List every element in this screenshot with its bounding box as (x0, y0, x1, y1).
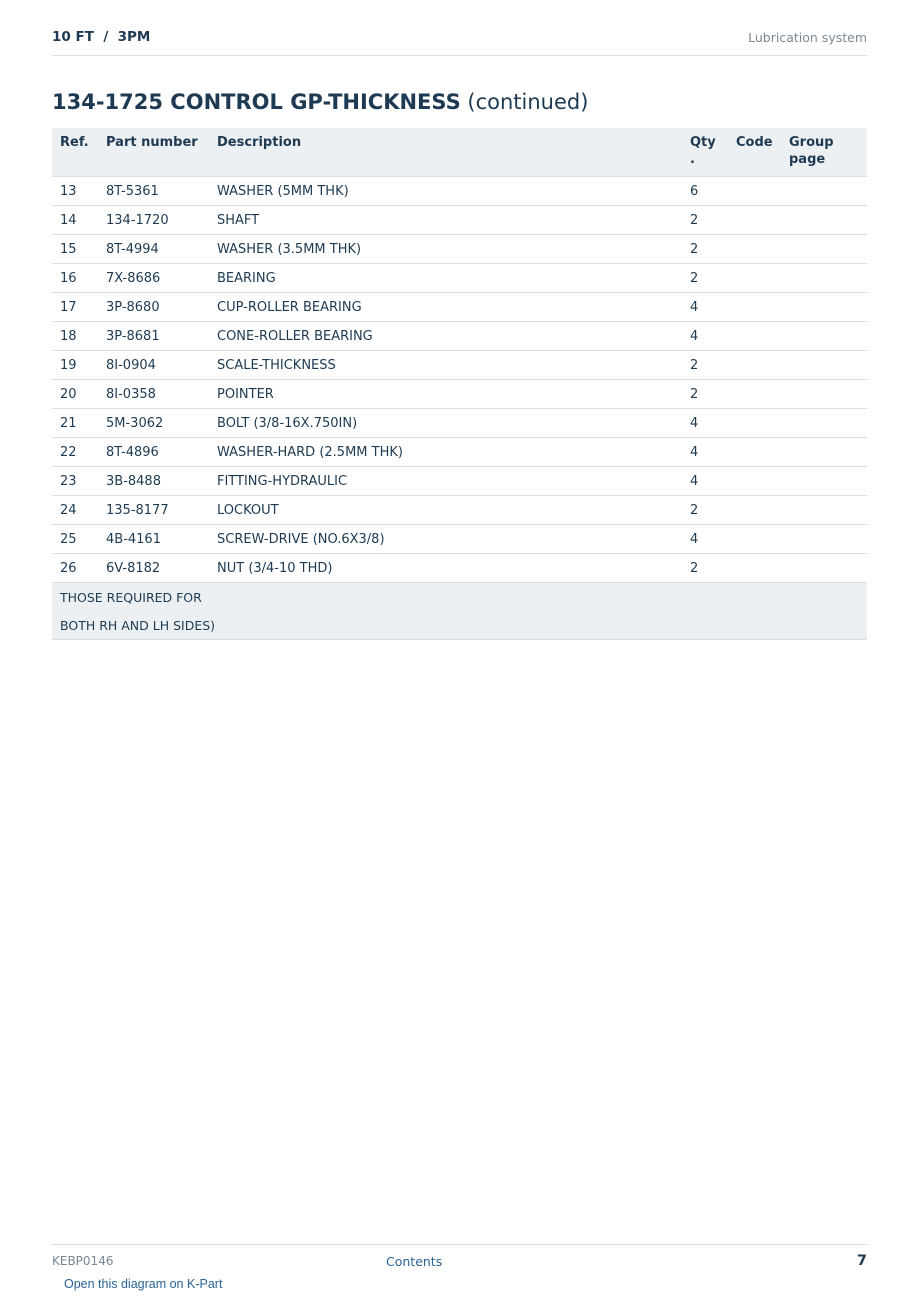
contents-link[interactable]: Contents (386, 1254, 443, 1269)
cell-description: SCALE-THICKNESS (209, 351, 682, 380)
page-footer (52, 1244, 867, 1295)
column-header-group-page-label: Group page (789, 135, 834, 167)
column-header-code: Code (728, 128, 781, 177)
cell-part-number: 6V-8182 (98, 554, 209, 583)
cell-description: WASHER-HARD (2.5MM THK) (209, 438, 682, 467)
cell-code (728, 322, 781, 351)
column-header-qty (682, 128, 728, 177)
cell-qty: 4 (682, 525, 728, 554)
table-row (52, 467, 867, 496)
cell-qty: 4 (682, 322, 728, 351)
table-note-row (52, 583, 867, 612)
cell-ref: 17 (52, 293, 98, 322)
table-row (52, 438, 867, 467)
cell-description: FITTING-HYDRAULIC (209, 467, 682, 496)
page-title-main: 134-1725 CONTROL GP-THICKNESS (52, 90, 461, 114)
open-k-part-link[interactable]: Open this diagram on K-Part (64, 1277, 223, 1291)
column-header-ref: Ref. (52, 128, 98, 177)
cell-qty: 2 (682, 351, 728, 380)
table-row (52, 351, 867, 380)
cell-code (728, 177, 781, 206)
table-row (52, 409, 867, 438)
cell-group-page (781, 293, 867, 322)
section-name: Lubrication system (748, 30, 867, 45)
cell-part-number: 8T-5361 (98, 177, 209, 206)
cell-group-page (781, 177, 867, 206)
column-header-part-number: Part number (98, 128, 209, 177)
cell-qty: 2 (682, 235, 728, 264)
table-row (52, 554, 867, 583)
cell-description: POINTER (209, 380, 682, 409)
cell-qty: 2 (682, 554, 728, 583)
page-title (52, 90, 588, 114)
cell-code (728, 351, 781, 380)
cell-description: BEARING (209, 264, 682, 293)
cell-part-number: 8I-0904 (98, 351, 209, 380)
cell-part-number: 135-8177 (98, 496, 209, 525)
cell-code (728, 235, 781, 264)
cell-description: WASHER (3.5MM THK) (209, 235, 682, 264)
page-header (52, 28, 867, 56)
page-title-suffix: (continued) (460, 90, 589, 114)
table-row (52, 293, 867, 322)
cell-description: BOLT (3/8-16X.750IN) (209, 409, 682, 438)
cell-part-number: 3B-8488 (98, 467, 209, 496)
cell-qty: 2 (682, 206, 728, 235)
cell-ref: 18 (52, 322, 98, 351)
cell-qty: 4 (682, 409, 728, 438)
parts-table (52, 128, 867, 640)
cell-part-number: 8T-4994 (98, 235, 209, 264)
cell-group-page (781, 409, 867, 438)
cell-description: SHAFT (209, 206, 682, 235)
table-row (52, 496, 867, 525)
cell-code (728, 438, 781, 467)
cell-group-page (781, 206, 867, 235)
column-header-description: Description (209, 128, 682, 177)
cell-qty: 2 (682, 496, 728, 525)
table-row (52, 264, 867, 293)
table-note: THOSE REQUIRED FOR (52, 583, 867, 612)
cell-ref: 14 (52, 206, 98, 235)
cell-ref: 22 (52, 438, 98, 467)
table-row (52, 177, 867, 206)
cell-group-page (781, 467, 867, 496)
table-note-row (52, 611, 867, 640)
parts-table-body (52, 177, 867, 640)
cell-ref: 24 (52, 496, 98, 525)
cell-group-page (781, 554, 867, 583)
cell-part-number: 3P-8680 (98, 293, 209, 322)
cell-description: NUT (3/4-10 THD) (209, 554, 682, 583)
cell-ref: 26 (52, 554, 98, 583)
cell-group-page (781, 380, 867, 409)
cell-description: SCREW-DRIVE (NO.6X3/8) (209, 525, 682, 554)
cell-code (728, 554, 781, 583)
cell-group-page (781, 496, 867, 525)
cell-group-page (781, 351, 867, 380)
cell-qty: 4 (682, 467, 728, 496)
cell-code (728, 409, 781, 438)
cell-group-page (781, 438, 867, 467)
cell-part-number: 7X-8686 (98, 264, 209, 293)
cell-code (728, 467, 781, 496)
cell-part-number: 8T-4896 (98, 438, 209, 467)
cell-ref: 19 (52, 351, 98, 380)
cell-code (728, 496, 781, 525)
cell-ref: 21 (52, 409, 98, 438)
cell-description: LOCKOUT (209, 496, 682, 525)
cell-qty: 2 (682, 264, 728, 293)
cell-ref: 25 (52, 525, 98, 554)
cell-part-number: 8I-0358 (98, 380, 209, 409)
cell-qty: 4 (682, 438, 728, 467)
document-code: KEBP0146 (52, 1254, 114, 1268)
cell-qty: 2 (682, 380, 728, 409)
cell-code (728, 206, 781, 235)
table-row (52, 235, 867, 264)
table-row (52, 525, 867, 554)
table-note: BOTH RH AND LH SIDES) (52, 611, 867, 640)
cell-group-page (781, 264, 867, 293)
cell-part-number: 134-1720 (98, 206, 209, 235)
cell-ref: 15 (52, 235, 98, 264)
cell-description: CUP-ROLLER BEARING (209, 293, 682, 322)
column-header-group-page (781, 128, 867, 177)
table-header-row (52, 128, 867, 177)
cell-part-number: 4B-4161 (98, 525, 209, 554)
cell-description: CONE-ROLLER BEARING (209, 322, 682, 351)
column-header-qty-label: Qty . (690, 135, 716, 167)
table-row (52, 380, 867, 409)
cell-group-page (781, 322, 867, 351)
cell-part-number: 5M-3062 (98, 409, 209, 438)
cell-part-number: 3P-8681 (98, 322, 209, 351)
page-number: 7 (856, 1253, 867, 1269)
cell-code (728, 293, 781, 322)
cell-group-page (781, 235, 867, 264)
cell-code (728, 264, 781, 293)
cell-code (728, 380, 781, 409)
cell-ref: 13 (52, 177, 98, 206)
cell-ref: 23 (52, 467, 98, 496)
table-row (52, 206, 867, 235)
cell-ref: 20 (52, 380, 98, 409)
cell-qty: 6 (682, 177, 728, 206)
model-label: 10 FT / 3PM (52, 29, 151, 45)
cell-ref: 16 (52, 264, 98, 293)
cell-qty: 4 (682, 293, 728, 322)
table-row (52, 322, 867, 351)
cell-description: WASHER (5MM THK) (209, 177, 682, 206)
cell-code (728, 525, 781, 554)
cell-group-page (781, 525, 867, 554)
